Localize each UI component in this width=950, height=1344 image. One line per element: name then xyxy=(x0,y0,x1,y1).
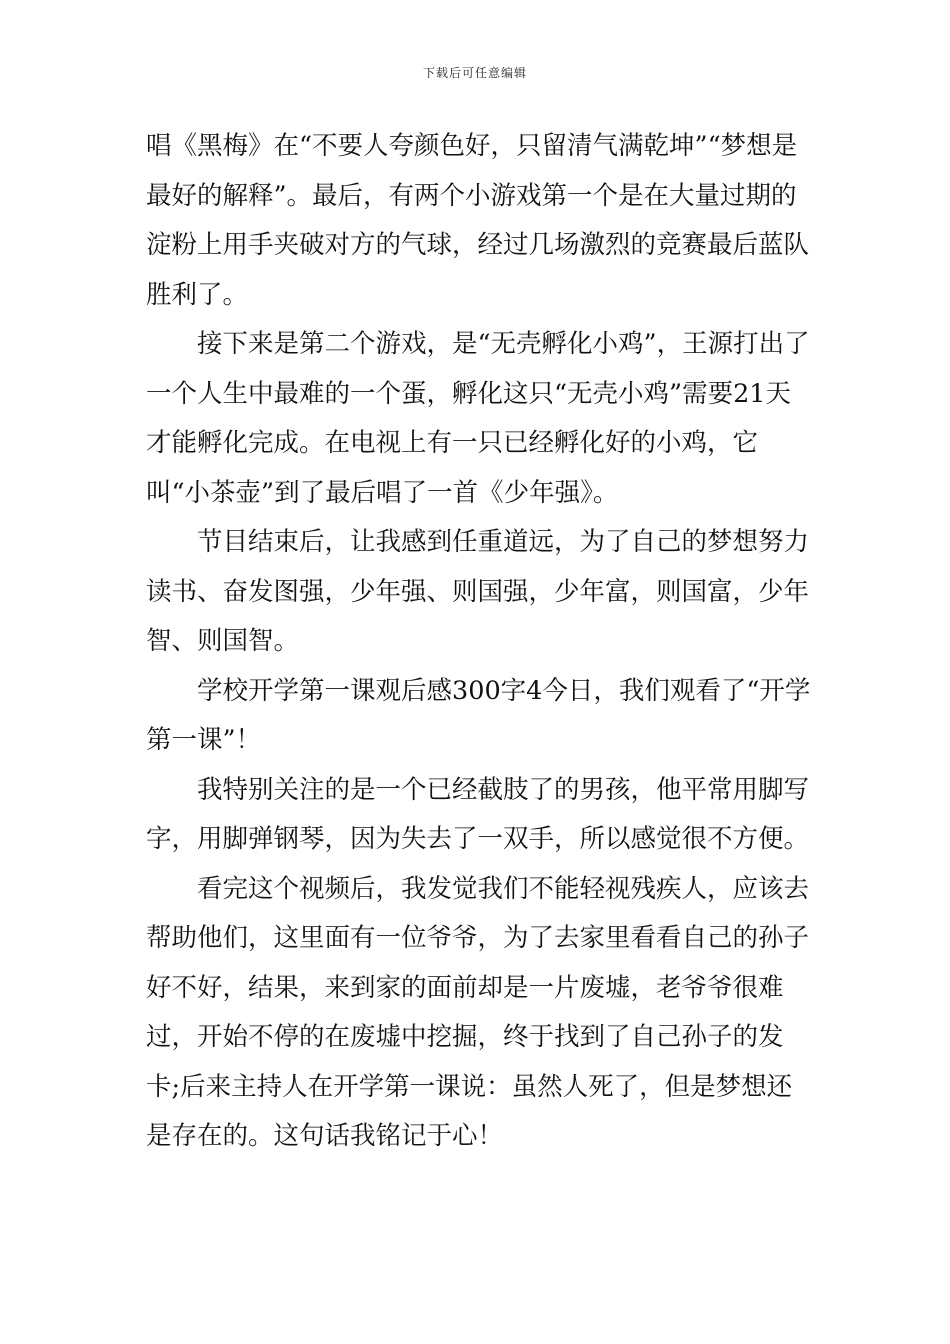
paragraph-4: 学校开学第一课观后感300字4今日，我们观看了“开学第一课”！ xyxy=(146,675,811,755)
document-body xyxy=(146,122,811,1162)
paragraph-3: 节目结束后，让我感到任重道远，为了自己的梦想努力读书、奋发图强，少年强、则国强，少年富，则国富，少年智、则国智。 xyxy=(146,527,810,656)
paragraph-1: 唱《黑梅》在“不要人夸颜色好，只留清气满乾坤”“梦想是最好的解释”。最后，有两个小游戏第一个是在大量过期的淀粉上用手夹破对方的气球，经过几场激烈的竞赛最后蓝队胜利了。 xyxy=(146,131,810,310)
paragraph-6: 看完这个视频后，我发觉我们不能轻视残疾人，应该去帮助他们，这里面有一位爷爷，为了去家里看看自己的孙子好不好，结果，来到家的面前却是一片废墟，老爷爷很难过，开始不停的在废墟中挖掘，终于找到了自己孙子的发卡;后来主持人在开学第一课说：虽然人死了，但是梦想还是存在的。这句话我铭记于心！ xyxy=(146,873,810,1151)
paragraph-2: 接下来是第二个游戏，是“无壳孵化小鸡”，王源打出了一个人生中最难的一个蛋，孵化这只“无壳小鸡”需要21天才能孵化完成。在电视上有一只已经孵化好的小鸡，它叫“小茶壶”到了最后唱了一首《少年强》。 xyxy=(146,329,810,508)
paragraph-5: 我特别关注的是一个已经截肢了的男孩，他平常用脚写字，用脚弹钢琴，因为失去了一双手，所以感觉很不方便。 xyxy=(146,774,810,854)
page-header: 下载后可任意编辑 xyxy=(422,66,527,80)
